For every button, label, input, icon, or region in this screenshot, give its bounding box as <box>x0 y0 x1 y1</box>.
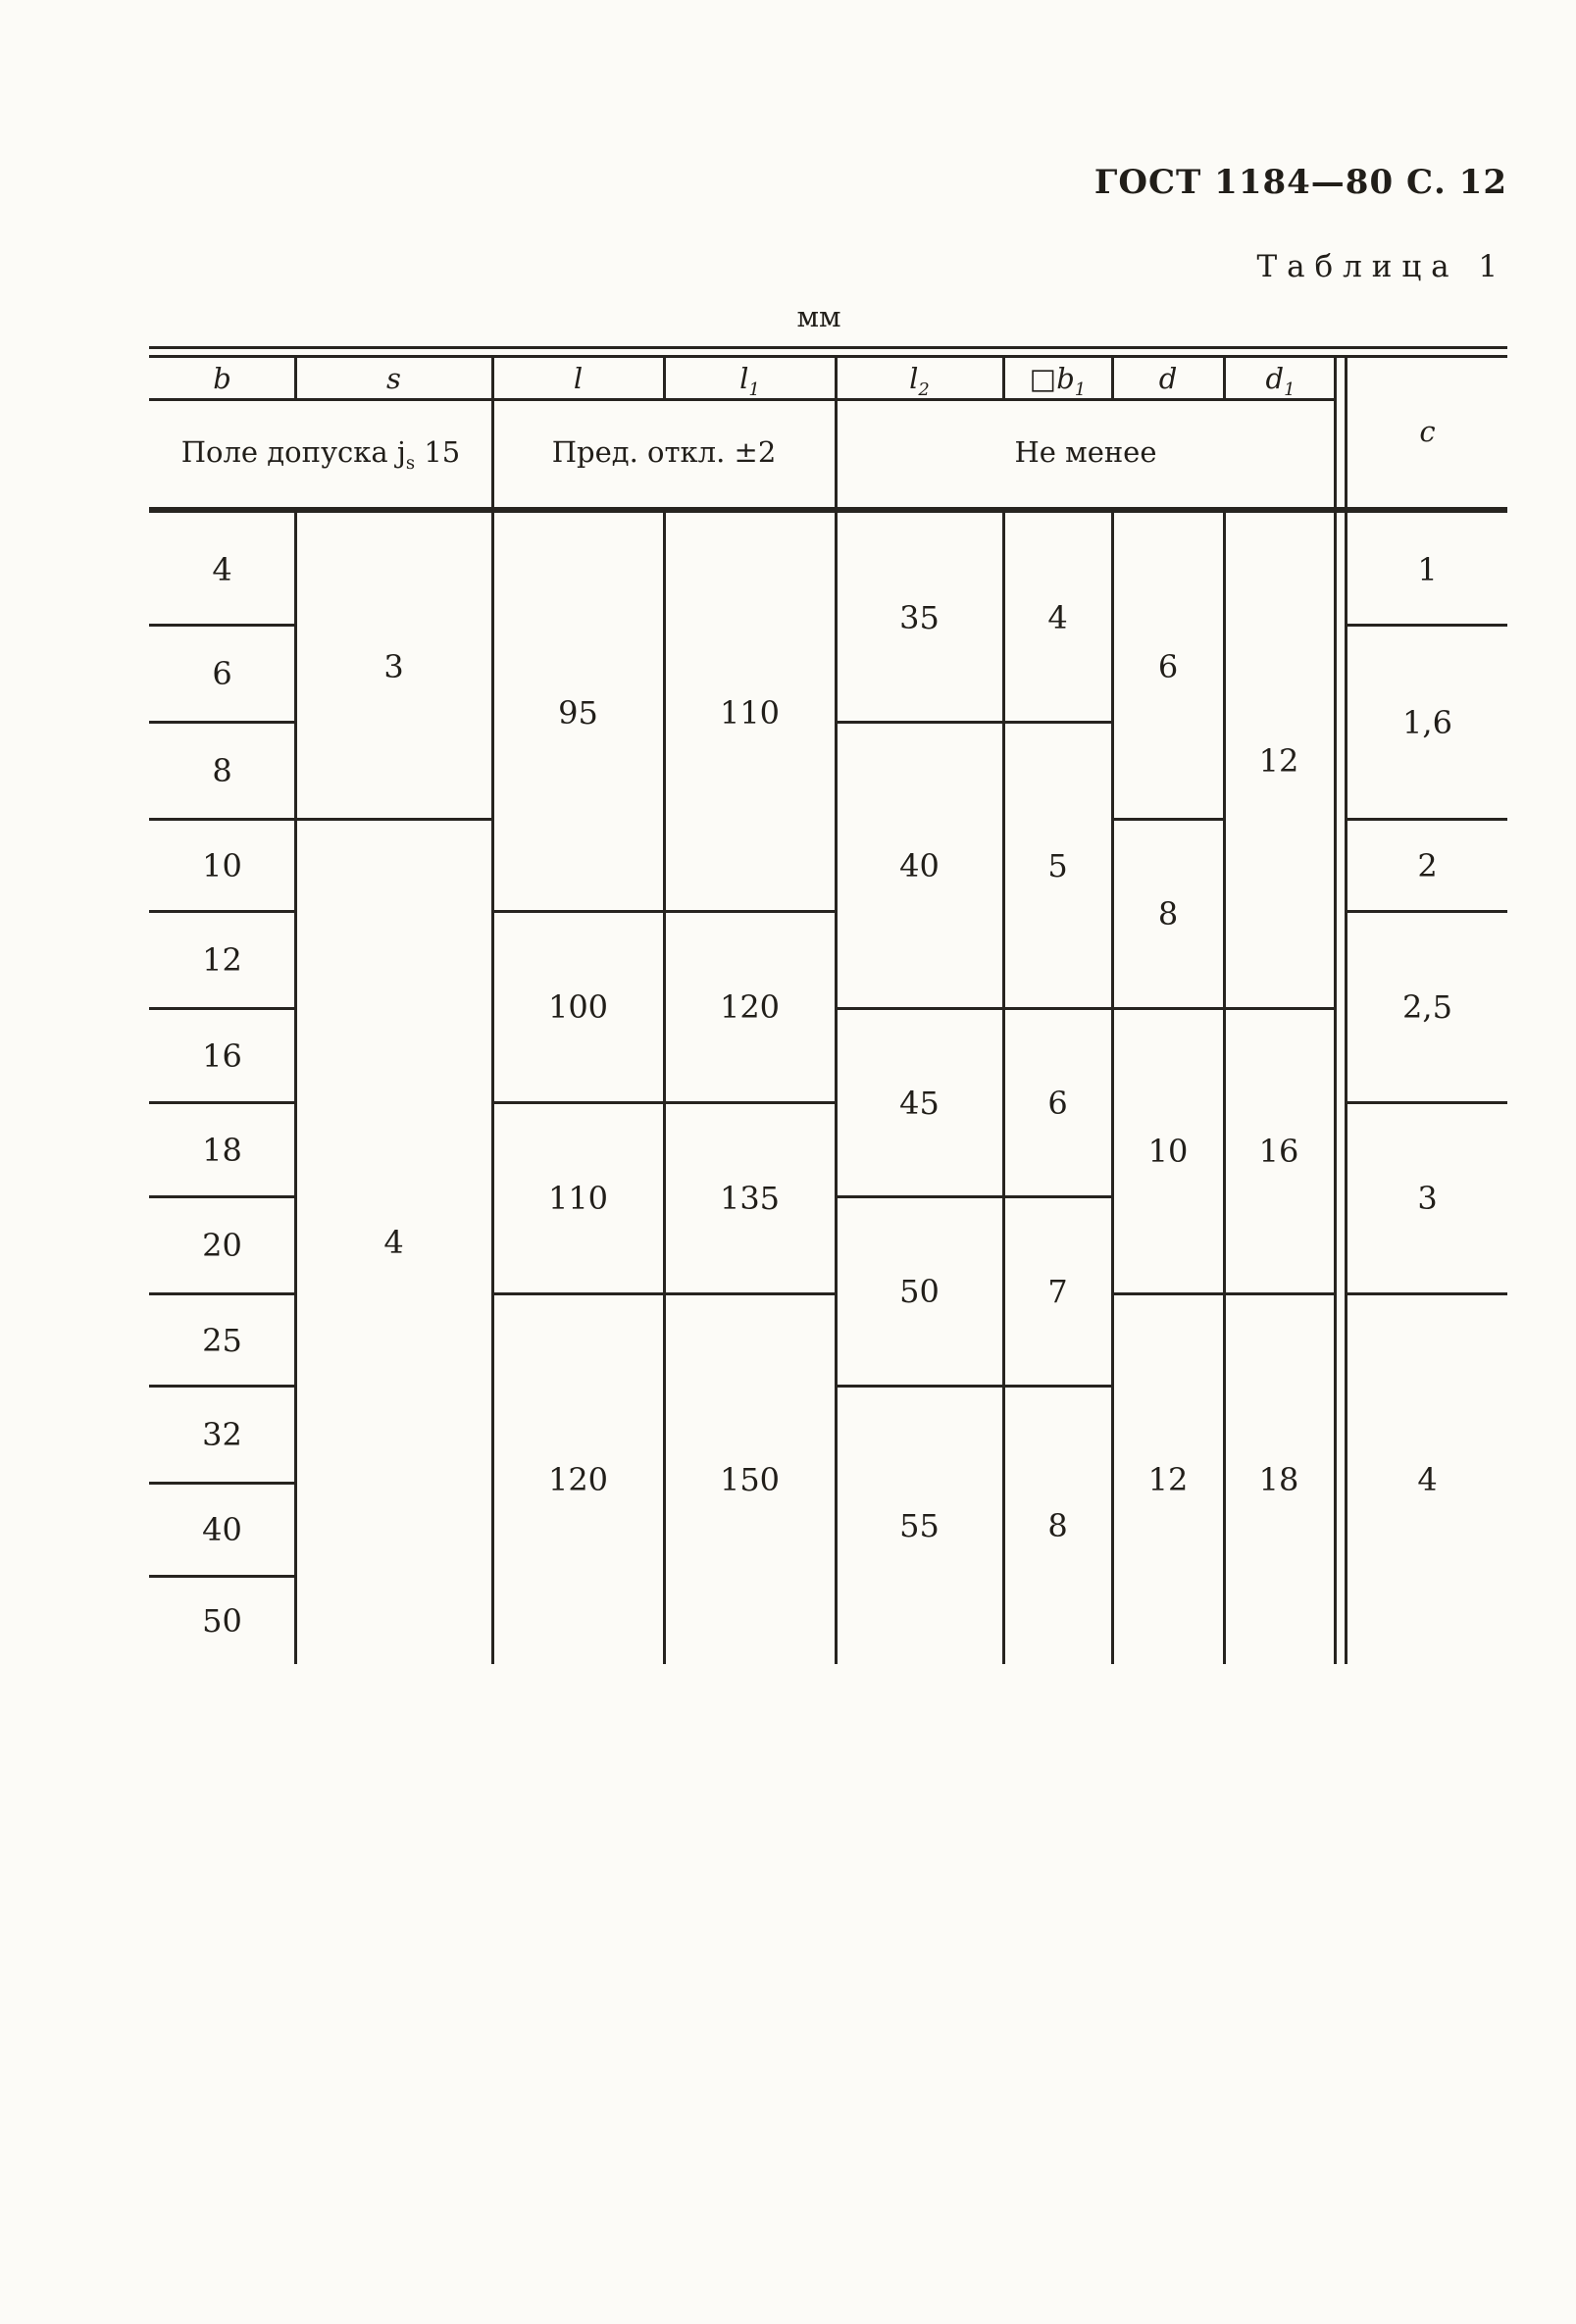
col-header-square-b1: $□b_1$ <box>1029 362 1087 400</box>
cell-l1-2: 135 <box>664 1104 836 1295</box>
cell-c-2: 2 <box>1347 821 1507 913</box>
cell-b-3: 10 <box>149 821 295 913</box>
subheader-not-less: Не менее <box>1014 435 1157 469</box>
divider-d1-c-outer <box>1334 356 1337 1664</box>
cell-b-11: 50 <box>202 1602 242 1640</box>
col-header-d: d <box>1158 362 1178 395</box>
table-caption: Таблица 1 <box>1256 249 1507 284</box>
cell-d-0: 6 <box>1112 515 1224 821</box>
cell-s-1: 4 <box>383 1224 404 1261</box>
cell-c-0: 1 <box>1347 515 1507 627</box>
cell-b1-3: 7 <box>1003 1198 1112 1388</box>
col-header-s: s <box>386 362 401 395</box>
cell-l2-1: 40 <box>836 724 1003 1010</box>
cell-d-2: 10 <box>1112 1010 1224 1295</box>
cell-b1-0: 4 <box>1003 515 1112 724</box>
col-header-b: b <box>213 362 231 395</box>
cell-c-3: 2,5 <box>1347 913 1507 1104</box>
cell-d-3: 12 <box>1147 1461 1189 1498</box>
cell-c-4: 3 <box>1347 1104 1507 1295</box>
cell-l2-4: 55 <box>899 1507 940 1544</box>
table-top-rule-outer <box>149 346 1507 349</box>
doc-reference: ГОСТ 1184—80 С. 12 <box>1093 163 1507 202</box>
cell-b1-2: 6 <box>1003 1010 1112 1198</box>
cell-d-1: 8 <box>1112 821 1224 1010</box>
col-header-l1: $l_1$ <box>739 362 760 400</box>
header-bottom-thick-rule <box>149 507 1507 513</box>
cell-c-1: 1,6 <box>1347 627 1507 821</box>
cell-d1-2: 18 <box>1258 1461 1299 1498</box>
cell-b-7: 20 <box>149 1198 295 1295</box>
cell-l-0: 95 <box>492 515 664 913</box>
subheader-tolerance: Поле допуска $j_s$ 15 <box>180 435 461 474</box>
col-header-d1: $d_1$ <box>1265 362 1296 400</box>
cell-b-0: 4 <box>149 515 295 627</box>
cell-l1-1: 120 <box>664 913 836 1104</box>
cell-l-3: 120 <box>547 1461 609 1498</box>
cell-b-9: 32 <box>149 1388 295 1485</box>
cell-b-10: 40 <box>149 1485 295 1578</box>
subheader-deviation: Пред. откл. ±2 <box>551 435 777 469</box>
cell-c-5: 4 <box>1417 1461 1438 1498</box>
cell-l1-3: 150 <box>719 1461 781 1498</box>
cell-l1-0: 110 <box>664 515 836 913</box>
cell-l-1: 100 <box>492 913 664 1104</box>
cell-d1-1: 16 <box>1224 1010 1334 1295</box>
cell-b-2: 8 <box>149 724 295 821</box>
cell-b1-4: 8 <box>1047 1507 1068 1544</box>
col-header-c: c <box>1419 415 1436 448</box>
cell-l2-0: 35 <box>836 515 1003 724</box>
cell-s-0: 3 <box>295 515 492 821</box>
col-header-l2: $l_2$ <box>909 362 930 400</box>
cell-d1-0: 12 <box>1224 515 1334 1010</box>
cell-b-1: 6 <box>149 627 295 724</box>
cell-b-4: 12 <box>149 913 295 1010</box>
col-header-l: l <box>573 362 584 395</box>
units-label: мм <box>796 300 841 333</box>
cell-l2-2: 45 <box>836 1010 1003 1198</box>
cell-b-5: 16 <box>149 1010 295 1104</box>
cell-b-6: 18 <box>149 1104 295 1198</box>
cell-l-2: 110 <box>492 1104 664 1295</box>
cell-l2-3: 50 <box>836 1198 1003 1388</box>
cell-b1-1: 5 <box>1003 724 1112 1010</box>
cell-b-8: 25 <box>149 1295 295 1388</box>
